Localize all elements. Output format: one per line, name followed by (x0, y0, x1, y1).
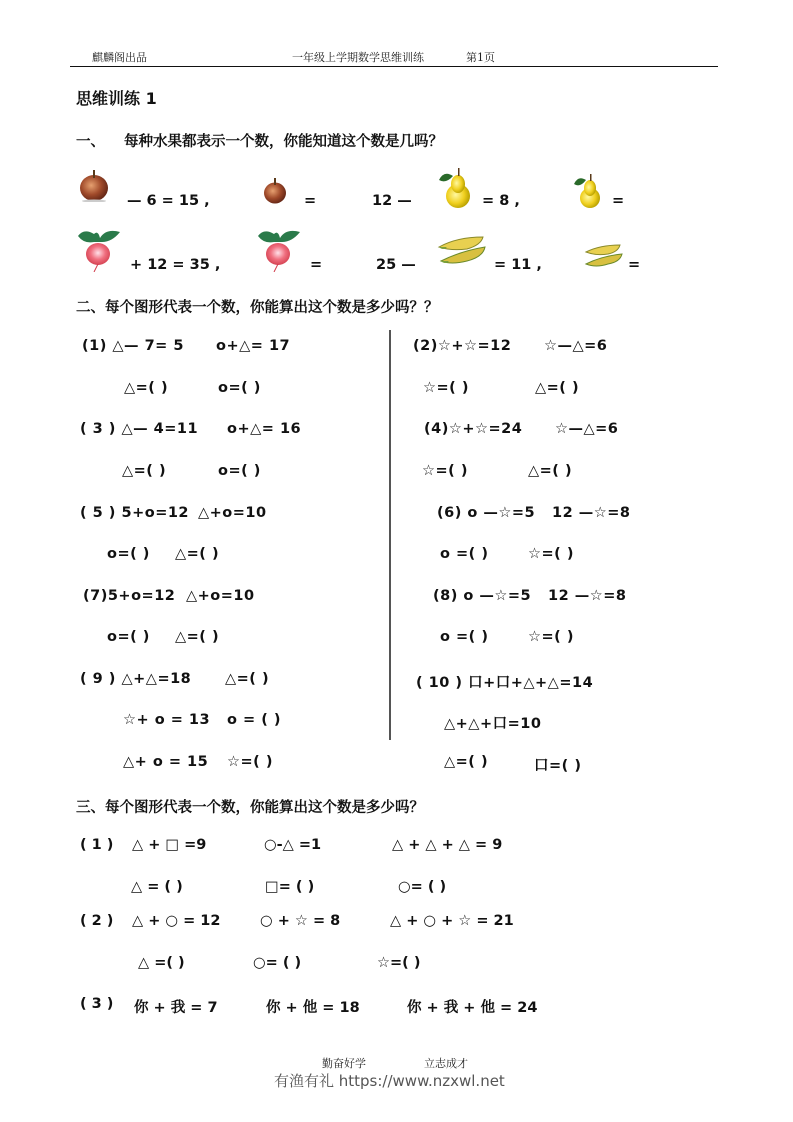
s2-r2-b: ☆—△=6 (555, 421, 619, 437)
s2-l6-a: (7)5+o=12 (83, 588, 176, 604)
section2-heading: 二、每个图形代表一个数，你能算出这个数是多少吗？？ (76, 300, 439, 316)
s2-l10-b: ☆=( ) (227, 754, 273, 770)
s3-q1-ans1: △ = ( ) (131, 879, 183, 895)
s3-q3-eq3: 你 + 我 + 他 = 24 (407, 1000, 538, 1016)
s2-r1-a: ☆=( ) (423, 380, 469, 396)
s2-r10-b: 口=( ) (534, 758, 582, 774)
s2-r7-b: ☆=( ) (528, 629, 574, 645)
s3-q3-label: ( 3 ) (80, 996, 114, 1012)
s3-q1-eq3: △ + △ + △ = 9 (392, 837, 503, 853)
section1-number: 一、 (76, 134, 105, 150)
s2-r9-a: △+△+口=10 (444, 716, 542, 732)
s2-l7-b: △=( ) (175, 629, 220, 645)
s2-r6-a: (8) o —☆=5 (433, 588, 532, 604)
s2-l7-a: o=( ) (107, 629, 150, 645)
s2-l8-b: △=( ) (225, 671, 270, 687)
apple-icon (262, 177, 288, 205)
s3-q2-label: ( 2 ) (80, 913, 114, 929)
s2-l0-b: o+△= 17 (216, 338, 291, 354)
header-page-number: 第1页 (466, 51, 495, 64)
s2-l2-a: ( 3 ) △— 4=11 (80, 421, 199, 437)
s2-r5-a: o =( ) (440, 546, 489, 562)
s3-q3-eq2: 你 + 他 = 18 (266, 1000, 360, 1016)
s2-r2-a: (4)☆+☆=24 (424, 421, 523, 437)
s2-l5-b: △=( ) (175, 546, 220, 562)
s2-r0-b: ☆—△=6 (544, 338, 608, 354)
s2-r3-b: △=( ) (528, 463, 573, 479)
s1-r2-pre3: 25 — (376, 257, 416, 273)
s2-r0-a: (2)☆+☆=12 (413, 338, 512, 354)
s2-l5-a: o=( ) (107, 546, 150, 562)
radish-icon (76, 228, 122, 272)
banana-icon (584, 242, 624, 270)
s2-l0-a: (1) △— 7= 5 (82, 338, 184, 354)
radish-icon (256, 228, 302, 272)
footer-motto-2: 立志成才 (424, 1057, 468, 1070)
s2-l10-a: △+ o = 15 (123, 754, 209, 770)
s1-r1-expr3: = 8 , (482, 193, 520, 209)
s2-r6-b: 12 —☆=8 (548, 588, 627, 604)
s3-q2-eq1: △ + ○ = 12 (132, 913, 221, 929)
s2-l6-b: △+o=10 (186, 588, 255, 604)
s2-l2-b: o+△= 16 (227, 421, 302, 437)
pear-icon (436, 166, 472, 210)
s2-r4-b: 12 —☆=8 (552, 505, 631, 521)
section3-heading: 三、每个图形代表一个数，你能算出这个数是多少吗？ (76, 800, 424, 816)
s1-r2-expr2: = (310, 257, 323, 273)
s3-q2-eq2: ○ + ☆ = 8 (260, 913, 341, 929)
s1-r2-expr4: = (628, 257, 641, 273)
s2-l1-b: o=( ) (218, 380, 261, 396)
s1-r1-expr4: = (612, 193, 625, 209)
s3-q2-eq3: △ + ○ + ☆ = 21 (390, 913, 514, 929)
s2-r3-a: ☆=( ) (422, 463, 468, 479)
s2-l4-a: ( 5 ) 5+o=12 (80, 505, 190, 521)
s2-l8-a: ( 9 ) △+△=18 (80, 671, 192, 687)
s2-r5-b: ☆=( ) (528, 546, 574, 562)
s2-r1-b: △=( ) (535, 380, 580, 396)
s1-r1-expr1: — 6 = 15 , (127, 193, 210, 209)
s3-q2-ans2: ○= ( ) (253, 955, 302, 971)
header-doc-title: 一年级上学期数学思维训练 (292, 51, 424, 64)
column-divider (389, 330, 391, 740)
section1-heading: 每种水果都表示一个数，你能知道这个数是几吗？ (124, 134, 443, 150)
s3-q3-eq1: 你 + 我 = 7 (134, 1000, 218, 1016)
s3-q1-eq1: △ + □ =9 (132, 837, 207, 853)
header-publisher: 麒麟阁出品 (92, 51, 147, 64)
s3-q2-ans3: ☆=( ) (377, 955, 421, 971)
pear-icon (572, 172, 602, 210)
s1-r1-pre3: 12 — (372, 193, 412, 209)
s1-r1-expr2: = (304, 193, 317, 209)
apple-icon (78, 168, 110, 202)
s3-q1-ans3: ○= ( ) (398, 879, 447, 895)
s3-q1-eq2: ○-△ =1 (264, 837, 322, 853)
s2-l4-b: △+o=10 (198, 505, 267, 521)
s2-r8-a: ( 10 ) 口+口+△+△=14 (416, 675, 594, 691)
s2-l3-b: o=( ) (218, 463, 261, 479)
banana-icon (437, 233, 487, 269)
page-title: 思维训练 1 (76, 89, 157, 108)
s2-l3-a: △=( ) (122, 463, 167, 479)
s3-q1-label: ( 1 ) (80, 837, 114, 853)
s2-r10-a: △=( ) (444, 754, 489, 770)
s1-r2-expr3: = 11 , (494, 257, 542, 273)
s2-r4-a: (6) o —☆=5 (437, 505, 536, 521)
footer-watermark: 有渔有礼 https://www.nzxwl.net (274, 1072, 505, 1090)
s2-l9-b: o = ( ) (227, 712, 282, 728)
s3-q1-ans2: □= ( ) (265, 879, 315, 895)
s2-r7-a: o =( ) (440, 629, 489, 645)
s2-l9-a: ☆+ o = 13 (123, 712, 211, 728)
s3-q2-ans1: △ =( ) (138, 955, 185, 971)
s2-l1-a: △=( ) (124, 380, 169, 396)
footer-motto-1: 勤奋好学 (322, 1057, 366, 1070)
s1-r2-expr1: + 12 = 35 , (130, 257, 221, 273)
header-rule (70, 66, 718, 67)
